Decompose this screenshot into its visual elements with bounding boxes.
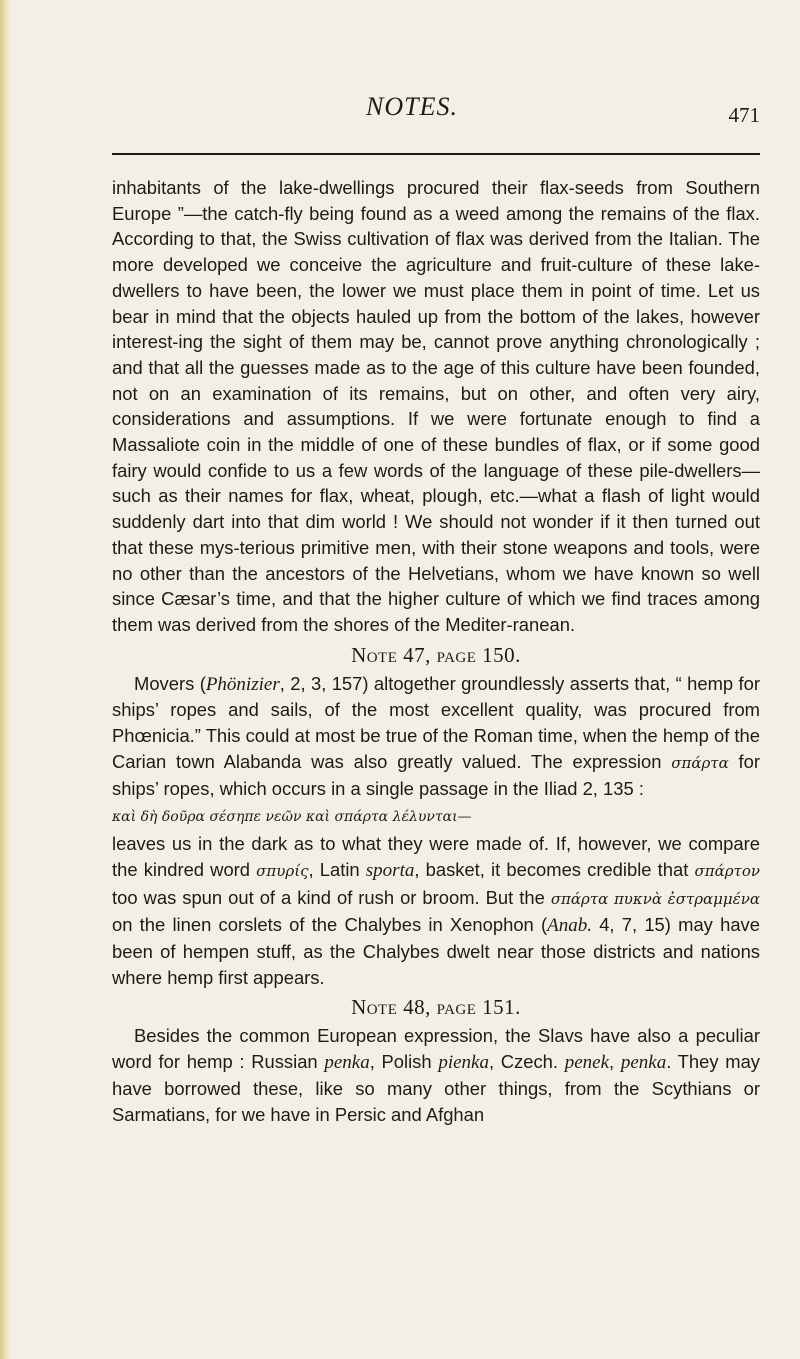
- note-47-paragraph-2: leaves us in the dark as to what they were made of. If, however, we compare the kindred word σπυρίς, Latin sporta, basket, it becomes credible that σπάρτον too was spun out of a kind of rush or broom. But the σπάρτα πυκνὰ ἐστραμμένα on the linen corslets of the Chalybes in Xenophon (Anab. 4, 7, 15) may have been of hempen stuff, as the Chalybes dwelt near those districts and nations where hemp first appears.: [112, 833, 760, 988]
- polish-word: pienka: [438, 1052, 489, 1074]
- greek-phrase: σπάρτα πυκνὰ ἐστραμμένα: [550, 889, 760, 908]
- note-47-heading: Note 47, page 150.: [351, 642, 521, 667]
- greek-word: σπυρίς: [256, 861, 309, 880]
- page-number: 471: [728, 103, 760, 127]
- running-head-title: NOTES.: [366, 92, 458, 121]
- paragraph-continuation: inhabitants of the lake-dwellings procured their flax-seeds from Southern Europe ”—the catch-fly being found as a weed among the remains of the flax. According to that, the Swiss cultivation of flax was derived from the Italian. The more developed we conceive the agriculture and fruit-culture of these lake-dwellers to have been, the lower we must place them in point of time. Let us bear in mind that the objects hauled up from the bottom of the lakes, however interest-ing the sight of them may be, cannot prove anything chronologically ; and that all the guesses made as to the age of this culture have been founded, not on an examination of its remains, but on other, and often very airy, considerations and assumptions. If we were fortunate enough to find a Massaliote coin in the middle of one of these bundles of flax, or if some good fairy would confide to us a few words of the language of these pile-dwellers—such as their names for flax, wheat, plough, etc.—what a flash of light would suddenly dart into that dim world ! We should not wonder if it then turned out that these mys-terious primitive men, with their stone weapons and tools, were no other than the ancestors of the Helvetians, whom we have known so well since Cæsar’s time, and that the higher culture of which we find traces among them was derived from the shores of the Mediter-ranean.: [112, 177, 760, 635]
- citation-anabasis: Anab.: [547, 915, 592, 937]
- czech-word: penek: [564, 1052, 610, 1074]
- citation-phonizier: Phönizier: [205, 673, 280, 695]
- note-48-heading: Note 48, page 151.: [351, 995, 521, 1020]
- body-text: [112, 175, 760, 1127]
- header-rule: [112, 153, 760, 155]
- book-spine-edge: [0, 0, 10, 1359]
- iliad-verse-quote: καὶ δὴ δοῦρα σέσηπε νεῶν καὶ σπάρτα λέλυνται—: [112, 809, 472, 826]
- greek-word: σπάρτα: [671, 753, 729, 772]
- latin-word: sporta: [365, 859, 415, 881]
- czech-word-2: penka: [620, 1052, 667, 1074]
- book-page: [112, 0, 760, 1127]
- running-head: [112, 0, 760, 158]
- greek-word: σπάρτον: [694, 861, 760, 880]
- note-48-paragraph: Besides the common European expression, the Slavs have also a peculiar word for hemp : Russian penka, Polish pienka, Czech. penek, penka. They may have borrowed these, like so many other things, from the Scythians or Sarmatians, for we have in Persic and Afghan: [112, 1025, 760, 1125]
- russian-word: penka: [324, 1052, 370, 1074]
- note-47-paragraph-1: Movers (Phönizier, 2, 3, 157) altogether groundlessly asserts that, “ hemp for ships’ ropes and sails, of the most excellent quality, was procured from Phœnicia.” This could at most be true of the Roman time, when the hemp of the Carian town Alabanda was also greatly valued. The expression σπάρτα for ships’ ropes, which occurs in a single passage in the Iliad 2, 135 :: [112, 672, 761, 800]
